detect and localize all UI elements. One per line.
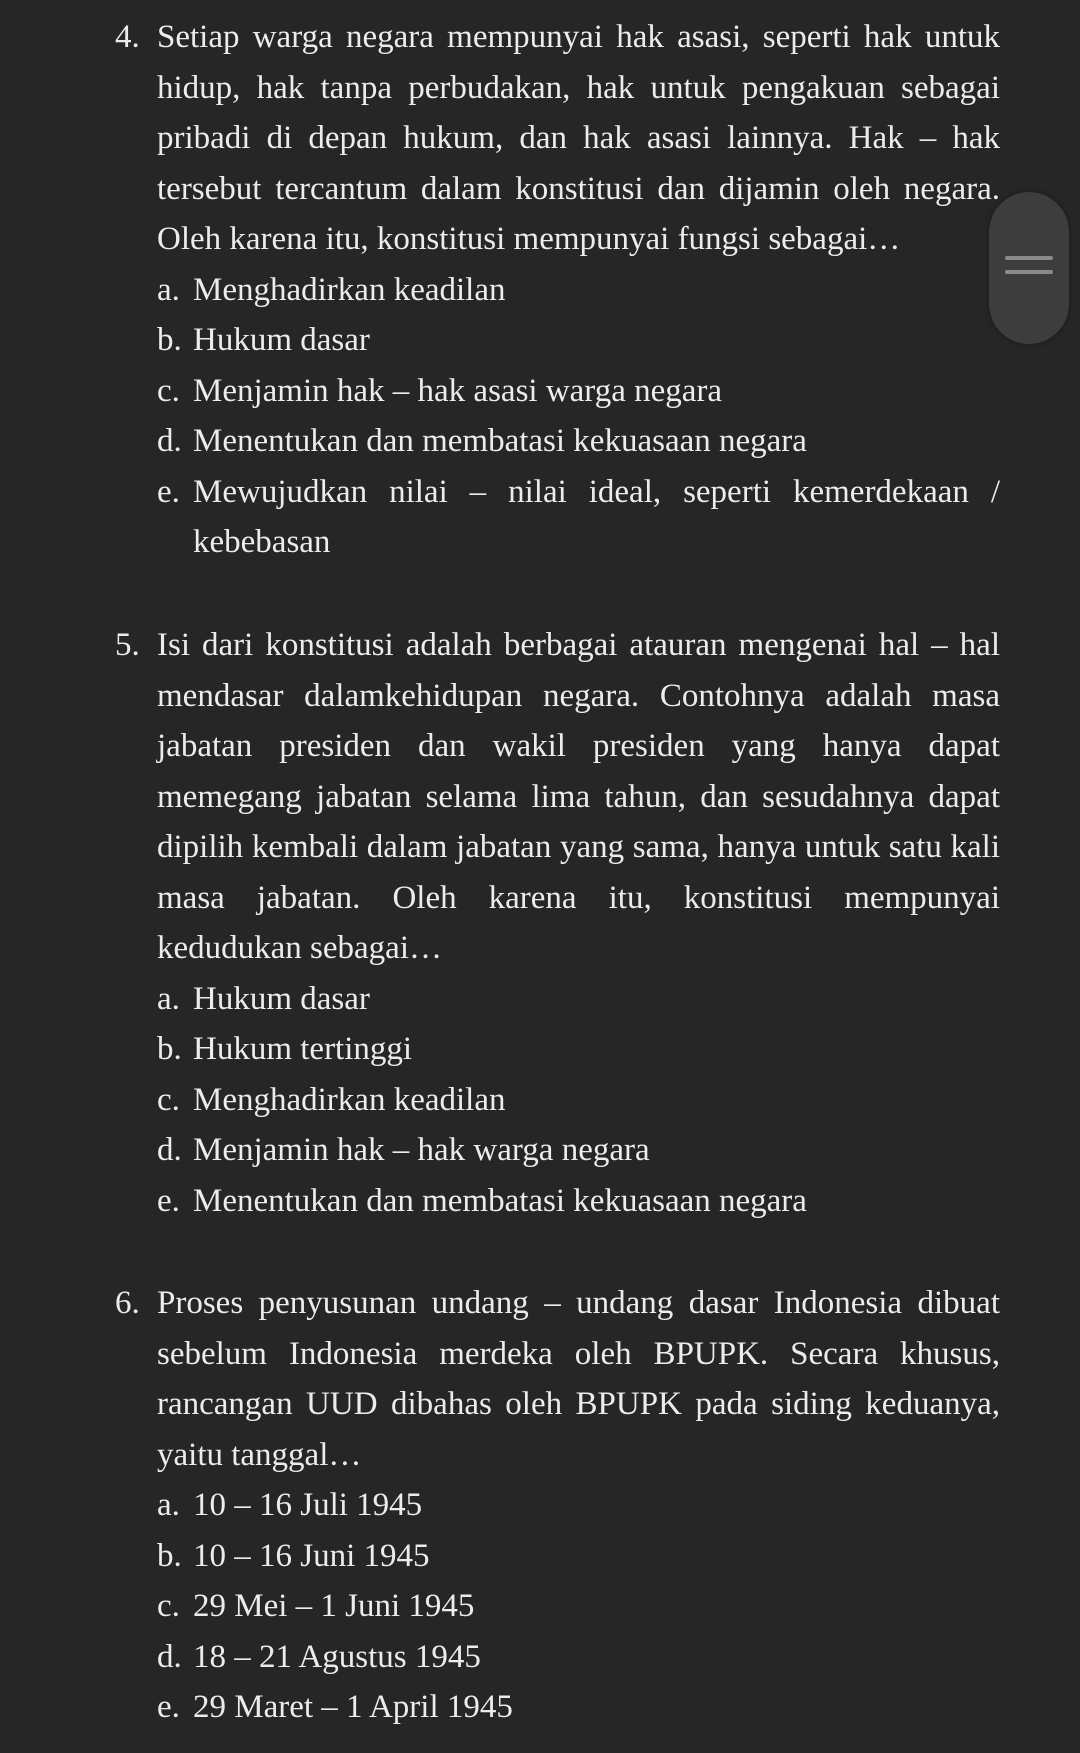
option-letter: d. [157,1132,182,1168]
option-letter: e. [157,1182,180,1219]
option-c[interactable] [115,366,1000,417]
question-number: 5. [115,627,140,663]
question-body: Isi dari konstitusi adalah berbagai atauran mengenai hal – hal mendasar dalamkehidupan negara. Contohnya adalah masa jabatan presiden dan wakil presiden yang hanya dapat memegang jabatan selama lima tahun, dan sesudahnya dapat dipilih kembali dalam jabatan yang sama, hanya untuk satu kali masa jabatan. Oleh karena itu, konstitusi mempunyai kedudukan sebagai… [157,627,1000,966]
option-e[interactable] [115,1176,1000,1227]
option-text: Hukum dasar [193,980,370,1017]
option-text: 18 – 21 Agustus 1945 [193,1638,481,1675]
option-text: Menghadirkan keadilan [193,271,506,308]
option-e[interactable] [115,1682,1000,1733]
option-c[interactable] [115,1075,1000,1126]
option-letter: b. [157,322,182,358]
option-text: Hukum tertinggi [193,1031,413,1067]
option-list [115,265,1000,568]
option-letter: c. [157,1081,180,1118]
question-text [115,1278,1000,1480]
option-text: 10 – 16 Juli 1945 [193,1487,423,1523]
question-4 [115,12,1000,568]
option-text: Menjamin hak – hak asasi warga negara [193,372,723,409]
option-c[interactable] [115,1581,1000,1632]
question-number: 4. [115,19,140,55]
option-letter: e. [157,1689,180,1725]
option-letter: a. [157,1487,180,1523]
question-body: Setiap warga negara mempunyai hak asasi, seperti hak untuk hidup, hak tanpa perbudakan, hak untuk pengakuan sebagai pribadi di depan hukum, dan hak asasi lainnya. Hak – hak tersebut tercantum dalam konstitusi dan dijamin oleh negara. Oleh karena itu, konstitusi mempunyai fungsi sebagai… [157,19,1000,257]
option-text: Hukum dasar [193,322,370,358]
option-letter: d. [157,1638,182,1675]
option-d[interactable] [115,416,1000,467]
option-letter: b. [157,1031,182,1067]
option-text: 29 Maret – 1 April 1945 [193,1689,513,1725]
option-a[interactable] [115,265,1000,316]
option-b[interactable] [115,1024,1000,1075]
question-text [115,12,1000,265]
option-text: Menjamin hak – hak warga negara [193,1132,650,1168]
option-list [115,1480,1000,1733]
option-text: 29 Mei – 1 Juni 1945 [193,1588,475,1624]
option-text: Menentukan dan membatasi kekuasaan negara [193,1182,807,1219]
option-letter: c. [157,372,180,409]
question-5 [115,620,1000,1226]
option-a[interactable] [115,974,1000,1025]
question-6 [115,1278,1000,1733]
question-number: 6. [115,1285,140,1321]
option-text: Menghadirkan keadilan [193,1081,506,1118]
option-text: Mewujudkan nilai – nilai ideal, seperti kemerdekaan / kebebasan [193,473,1000,560]
option-letter: a. [157,980,180,1017]
option-text: 10 – 16 Juni 1945 [193,1537,430,1574]
scroll-handle[interactable] [989,192,1069,344]
option-b[interactable] [115,1531,1000,1582]
option-letter: c. [157,1588,180,1624]
option-letter: e. [157,473,180,510]
option-e[interactable] [115,467,1000,568]
option-text: Menentukan dan membatasi kekuasaan negara [193,423,807,459]
grip-line-icon [1005,256,1053,260]
option-letter: a. [157,271,180,308]
option-d[interactable] [115,1632,1000,1683]
option-letter: b. [157,1537,182,1574]
option-a[interactable] [115,1480,1000,1531]
question-body: Proses penyusunan undang – undang dasar Indonesia dibuat sebelum Indonesia merdeka oleh BPUPK. Secara khusus, rancangan UUD dibahas oleh BPUPK pada siding keduanya, yaitu tanggal… [157,1285,1000,1473]
option-letter: d. [157,423,182,459]
grip-line-icon [1005,270,1053,274]
question-text [115,620,1000,974]
option-b[interactable] [115,315,1000,366]
option-list [115,974,1000,1227]
option-d[interactable] [115,1125,1000,1176]
